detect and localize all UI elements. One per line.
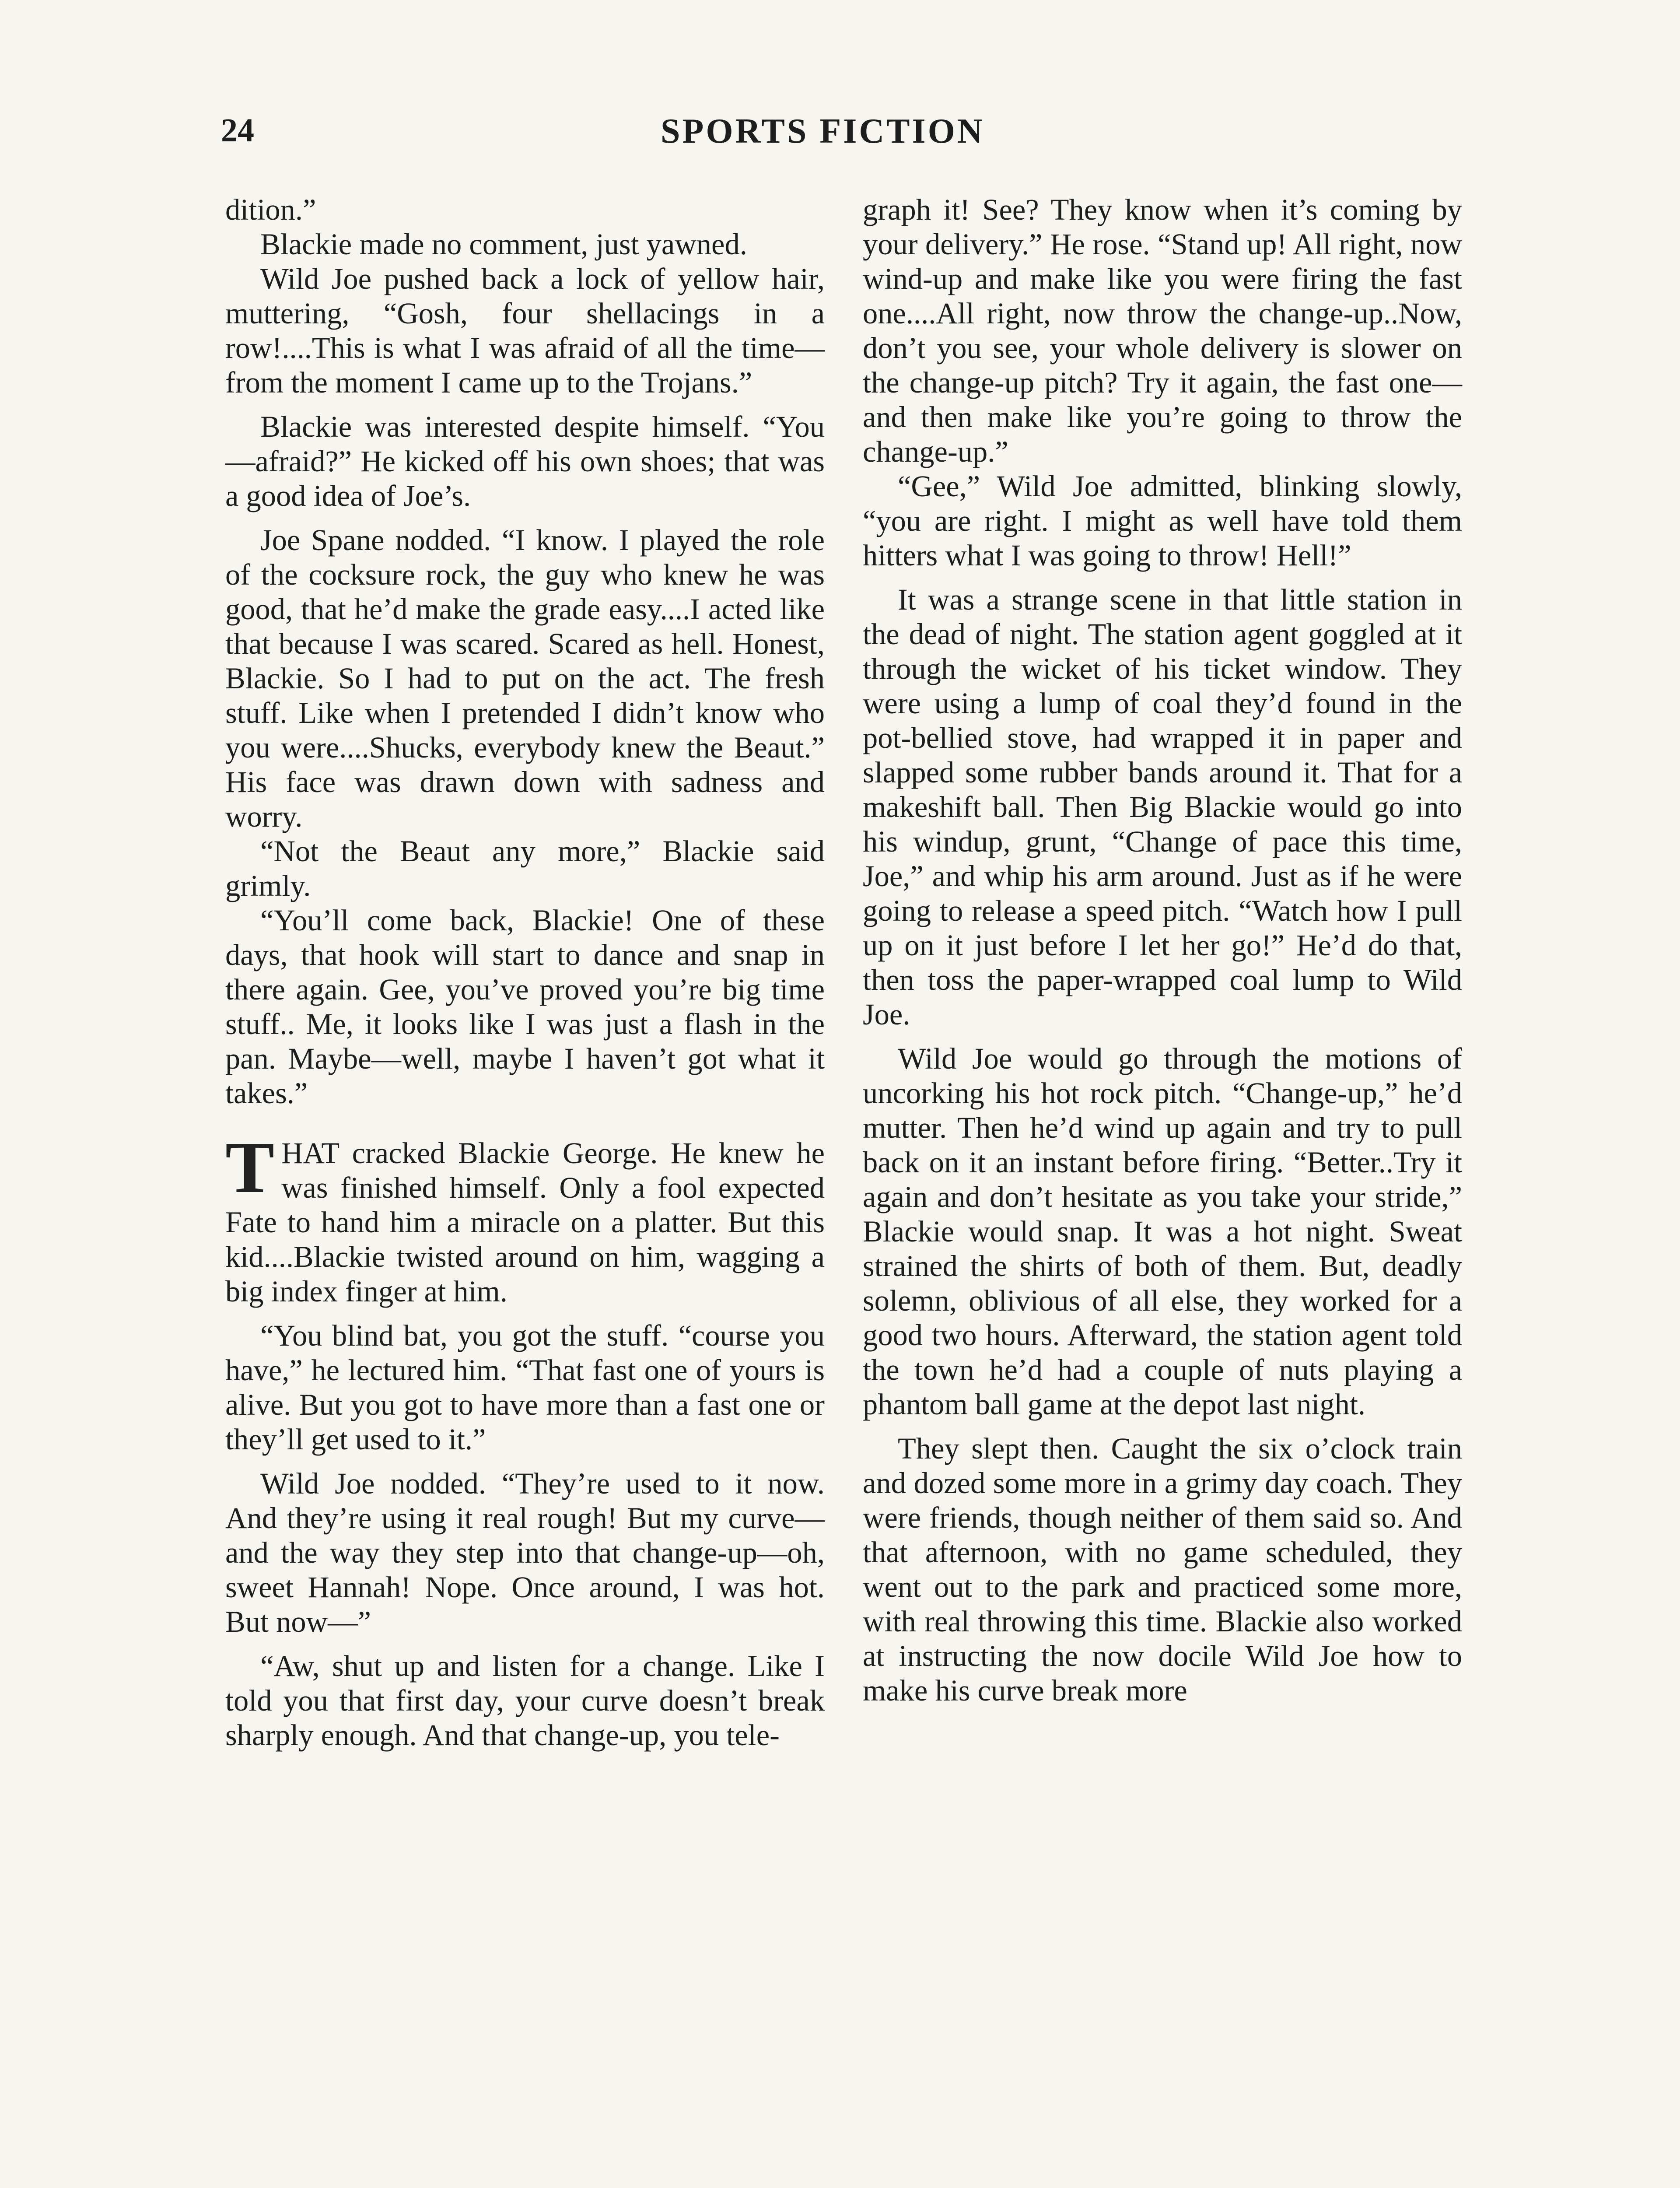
paragraph: graph it! See? They know when it’s coming by your delivery.” He rose. “Stand up! All right, now wind-up and make like you were firing the fast one....All right, now throw the change-up..Now, don’t you see, your whole delivery is slower on the change-up pitch? Try it again, the fast one—and then make like you’re going to throw the change-up.” [863, 193, 1462, 468]
paragraph: “Gee,” Wild Joe admitted, blinking slowly, “you are right. I might as well have told them hitters what I was going to throw! Hell!” [863, 470, 1462, 572]
paragraph: “You blind bat, you got the stuff. “course you have,” he lectured him. “That fast one of yours is alive. But you got to have more than a fast one or they’ll get used to it.” [225, 1319, 825, 1456]
left-column [225, 193, 825, 1753]
paragraph: Wild Joe would go through the motions of uncorking his hot rock pitch. “Change-up,” he’d mutter. Then he’d wind up again and try to pull back on it an instant before firing. “Better..Try it again and don’t hesitate as you take your stride,” Blackie would snap. It was a hot night. Sweat strained the shirts of both of them. But, deadly solemn, oblivious of all else, they worked for a good two hours. Afterward, the station agent told the town he’d had a couple of nuts playing a phantom ball game at the depot last night. [863, 1042, 1462, 1421]
running-title: SPORTS FICTION [661, 112, 985, 151]
paragraph: “Aw, shut up and listen for a change. Like I told you that first day, your curve doesn’t break sharply enough. And that change-up, you tele- [225, 1649, 825, 1752]
page-number: 24 [221, 112, 254, 149]
paragraph: Blackie was interested despite himself. “You—afraid?” He kicked off his own shoes; that was a good idea of Joe’s. [225, 410, 825, 512]
paragraph: They slept then. Caught the six o’clock train and dozed some more in a grimy day coach. They were friends, though neither of them said so. And that afternoon, with no game scheduled, they went out to the park and practiced some more, with real throwing this time. Blackie also worked at instructing the now docile Wild Joe how to make his curve break more [863, 1432, 1462, 1707]
paragraph: Wild Joe nodded. “They’re used to it now. And they’re using it real rough! But my curve—and the way they step into that change-up—oh, sweet Hannah! Nope. Once around, I was hot. But now—” [225, 1467, 825, 1638]
drop-cap: T [225, 1127, 275, 1208]
section-start-paragraph [225, 1127, 825, 1309]
paragraph: Blackie made no comment, just yawned. [260, 228, 747, 261]
paragraph: “Not the Beaut any more,” Blackie said grimly. [225, 835, 825, 902]
paragraph: Wild Joe pushed back a lock of yellow hair, muttering, “Gosh, four shellacings in a row!....This is what I was afraid of all the time—from the moment I came up to the Trojans.” [225, 262, 825, 399]
paragraph: Joe Spane nodded. “I know. I played the role of the cocksure rock, the guy who knew he was good, that he’d make the grade easy....I acted like that because I was scared. Scared as hell. Honest, Blackie. So I had to put on the act. The fresh stuff. Like when I pretended I didn’t know who you were....Shucks, everybody knew the Beaut.” His face was drawn down with sadness and worry. [225, 523, 825, 833]
paragraph-text: HAT cracked Blackie George. He knew he was finished himself. Only a fool expected Fate to hand him a miracle on a platter. But this kid....Blackie twisted around on him, wagging a big index finger at him. [225, 1136, 825, 1308]
paragraph: It was a strange scene in that little station in the dead of night. The station agent goggled at it through the wicket of his ticket window. They were using a lump of coal they’d found in the pot-bellied stove, had wrapped it in paper and slapped some rubber bands around it. That for a makeshift ball. Then Big Blackie would go into his windup, grunt, “Change of pace this time, Joe,” and whip his arm around. Just as if he were going to release a speed pitch. “Watch how I pull up on it just before I let her go!” He’d do that, then toss the paper-wrapped coal lump to Wild Joe. [863, 583, 1462, 1031]
right-column [863, 193, 1462, 1708]
paragraph: dition.” [225, 193, 316, 226]
page-header [0, 112, 1680, 168]
paragraph: “You’ll come back, Blackie! One of these days, that hook will start to dance and snap in there again. Gee, you’ve proved you’re big time stuff.. Me, it looks like I was just a flash in the pan. Maybe—well, maybe I haven’t got what it takes.” [225, 904, 825, 1110]
